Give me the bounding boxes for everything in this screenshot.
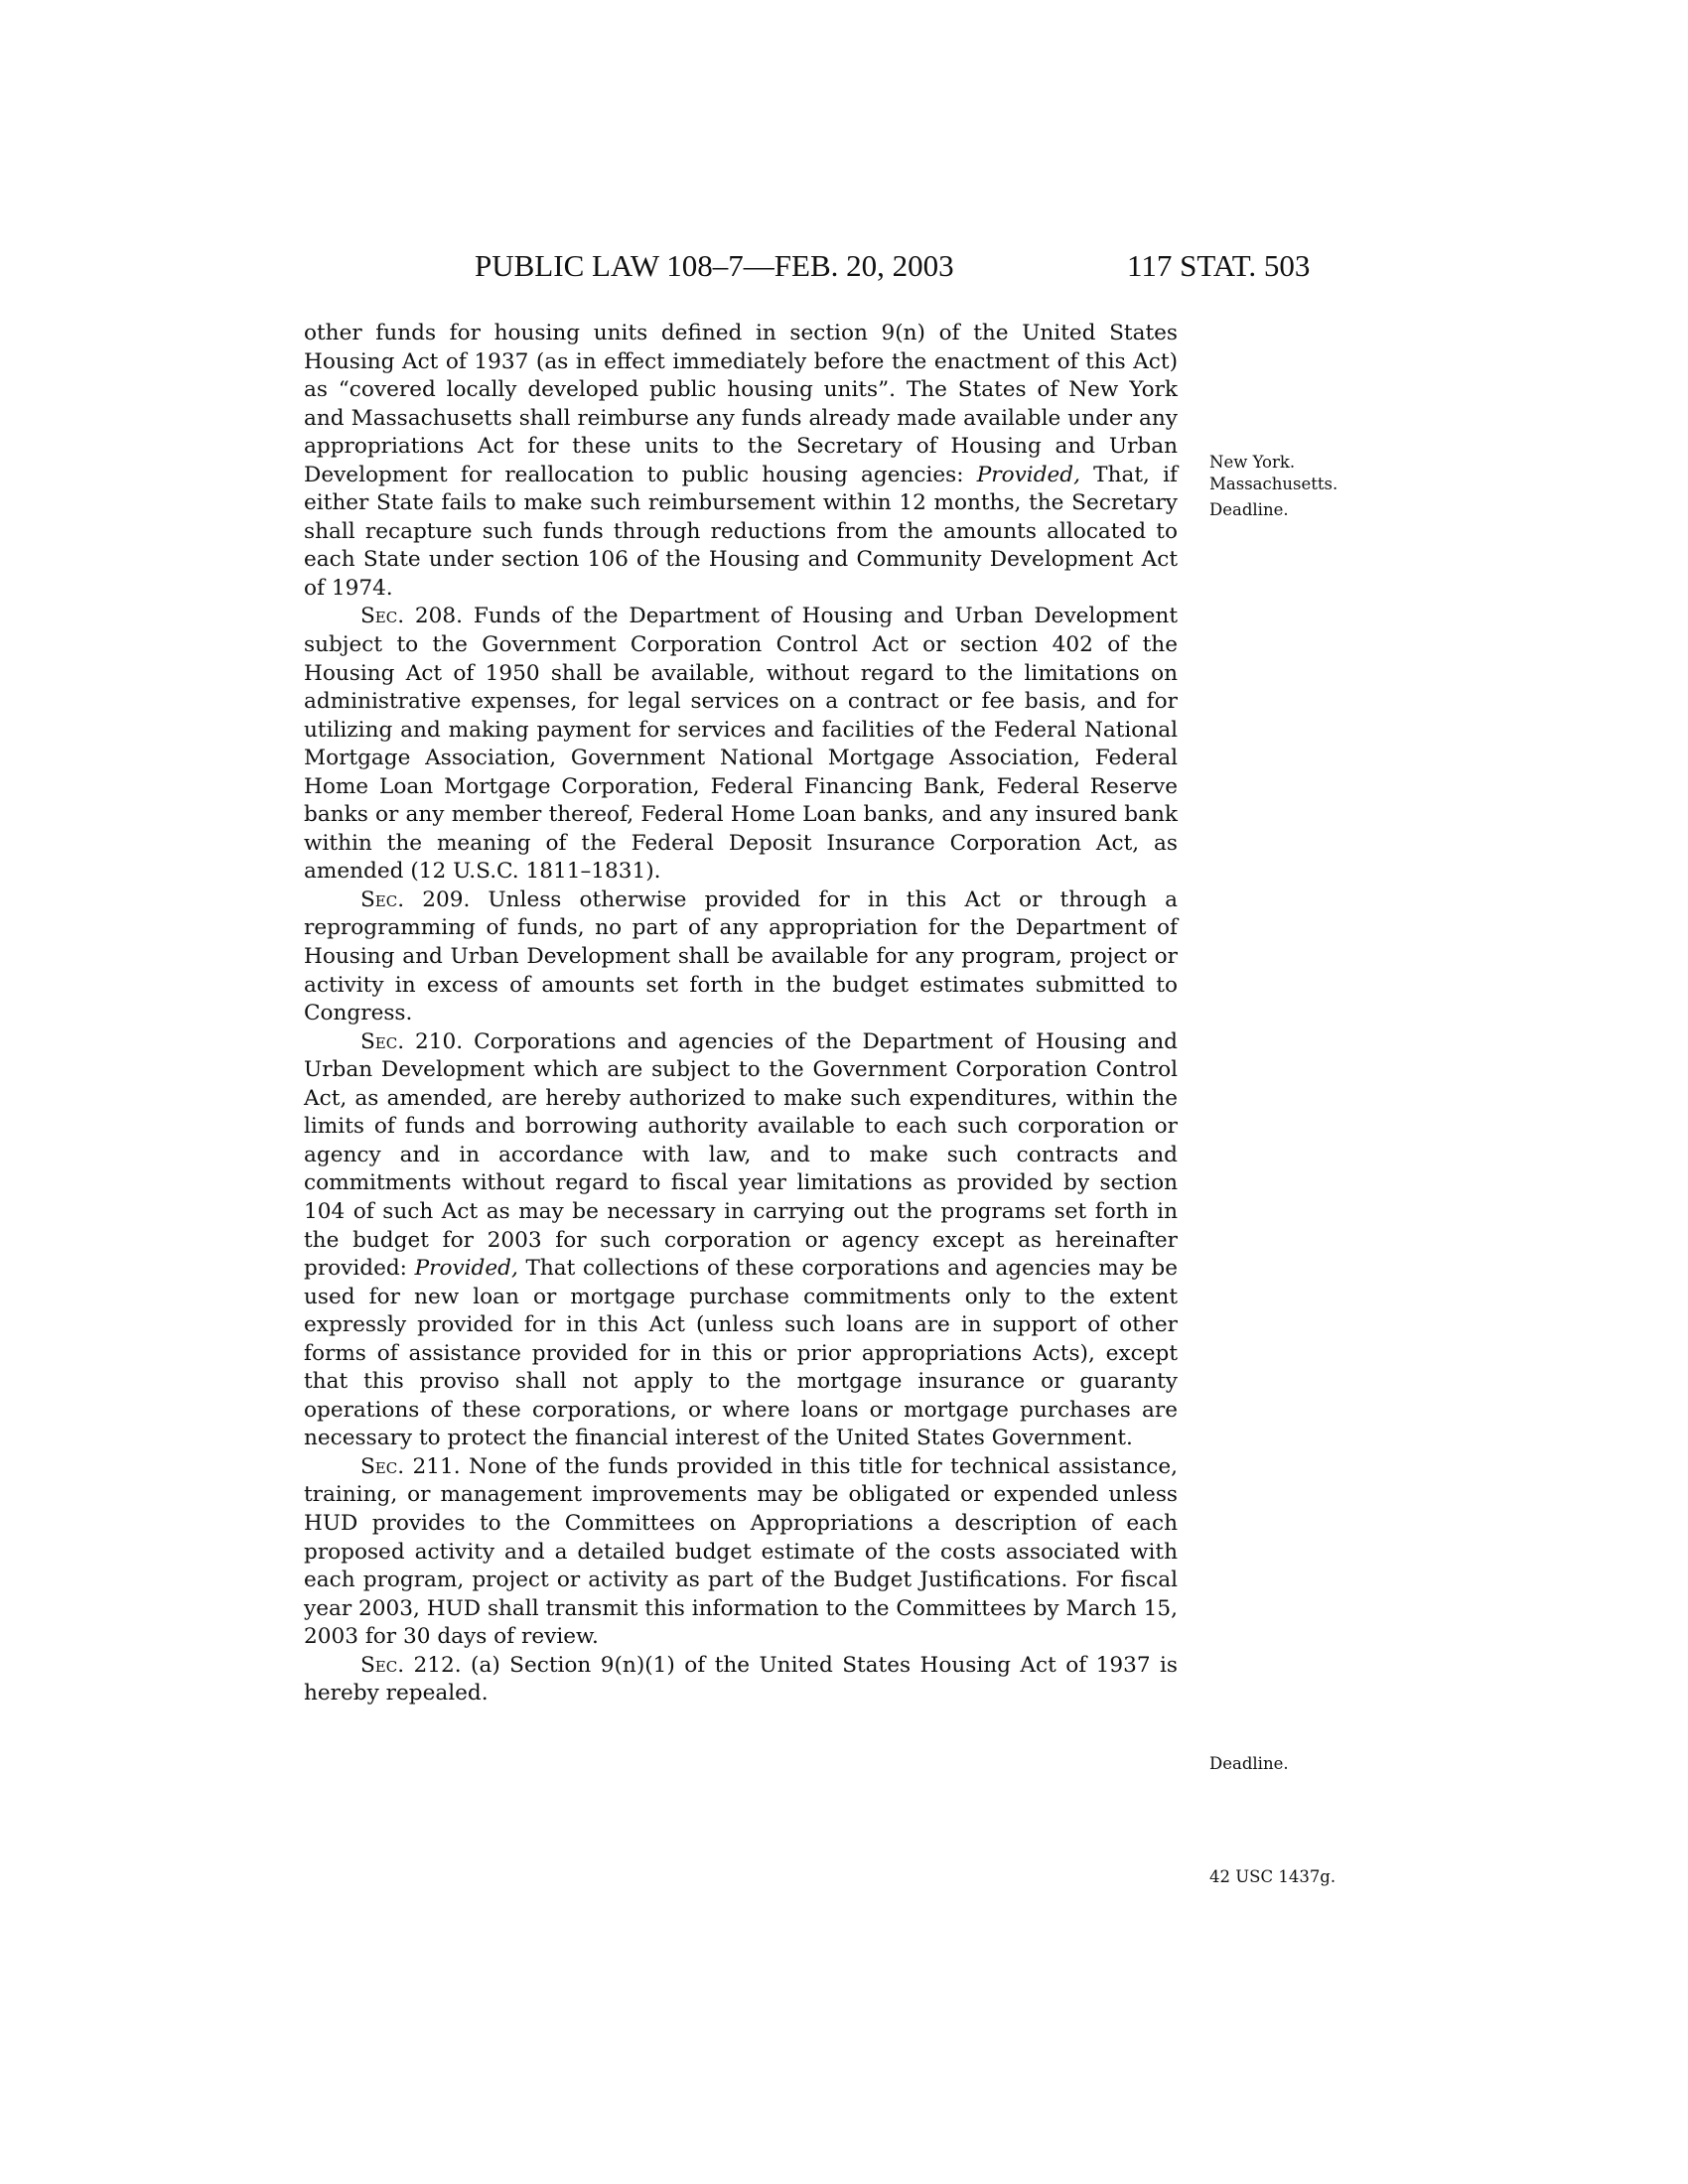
running-head xyxy=(0,248,1688,288)
margin-note-usc-citation: 42 USC 1437g. xyxy=(1209,1867,1336,1886)
section-lead: Sec. xyxy=(360,1028,405,1054)
proviso-emphasis: Provided, xyxy=(976,462,1080,487)
statute-page-number: 117 STAT. 503 xyxy=(1127,248,1311,283)
paragraph-continuation: other funds for housing units defined in section 9(n) of the United States Housing Act of 1937 (as in effect immediately before the enactment of this Act) as “covered locally developed public housing units”. The States of New York and Massachusetts shall reimburse any funds already made available under any appropriations Act for these units to the Secretary of Housing and Urban Development for reallocation to public housing agencies: Provided, That, if either State fails to make such reimbursement within 12 months, the Secretary shall recapture such funds through reductions from the amounts allocated to each State under section 106 of the Housing and Community Development Act of 1974. xyxy=(304,321,1178,601)
margin-note-new-york: New York. xyxy=(1209,453,1296,472)
section-210: Sec. 210. Corporations and agencies of the Department of Housing and Urban Development which are subject to the Government Corporation Control Act, as amended, are hereby authorized to make such expenditures, within the limits of funds and borrowing authority available to each such corporation or agency and in accordance with law, and to make such contracts and commitments without regard to fiscal year limitations as provided by section 104 of such Act as may be necessary in carrying out the programs set forth in the budget for 2003 for such corporation or agency except as hereinafter provided: Provided, That collections of these corporations and agencies may be used for new loan or mortgage purchase commitments only to the extent expressly provided for in this Act (unless such loans are in support of other forms of assistance provided for in this or prior appropriations Acts), except that this proviso shall not apply to the mortgage insurance or guaranty operations of these corporations, or where loans or mortgage purchases are necessary to protect the financial interest of the United States Government. xyxy=(304,1028,1178,1451)
section-lead: Sec. xyxy=(360,1652,405,1678)
section-lead: Sec. xyxy=(360,887,405,912)
section-211: Sec. 211. None of the funds provided in this title for technical assistance, training, or management improvements may be obligated or expended unless HUD provides to the Committees on Appropriations a description of each proposed activity and a detailed budget estimate of the costs associated with each program, project or activity as part of the Budget Justifications. For fiscal year 2003, HUD shall transmit this information to the Committees by March 15, 2003 for 30 days of review. xyxy=(304,1453,1178,1650)
section-209: Sec. 209. Unless otherwise provided for in this Act or through a reprogramming of funds, no part of any appropriation for the Department of Housing and Urban Development shall be available for any program, project or activity in excess of amounts set forth in the budget estimates submitted to Congress. xyxy=(304,887,1178,1026)
page-title: PUBLIC LAW 108–7—FEB. 20, 2003 xyxy=(475,248,954,283)
proviso-emphasis: Provided, xyxy=(414,1256,518,1282)
margin-note-deadline: Deadline. xyxy=(1209,500,1289,519)
body-text xyxy=(304,320,1178,1708)
margin-note-deadline: Deadline. xyxy=(1209,1754,1289,1773)
margin-note-massachusetts: Massachusetts. xyxy=(1209,475,1338,493)
section-lead: Sec. xyxy=(360,1453,405,1479)
section-lead: Sec. xyxy=(360,604,405,629)
section-212: Sec. 212. (a) Section 9(n)(1) of the United States Housing Act of 1937 is hereby repealed. xyxy=(304,1652,1178,1706)
section-208: Sec. 208. Funds of the Department of Housing and Urban Development subject to the Government Corporation Control Act or section 402 of the Housing Act of 1950 shall be available, without regard to the limitations on administrative expenses, for legal services on a contract or fee basis, and for utilizing and making payment for services and facilities of the Federal National Mortgage Association, Government National Mortgage Association, Federal Home Loan Mortgage Corporation, Federal Financing Bank, Federal Reserve banks or any member thereof, Federal Home Loan banks, and any insured bank within the meaning of the Federal Deposit Insurance Corporation Act, as amended (12 U.S.C. 1811–1831). xyxy=(304,604,1178,885)
